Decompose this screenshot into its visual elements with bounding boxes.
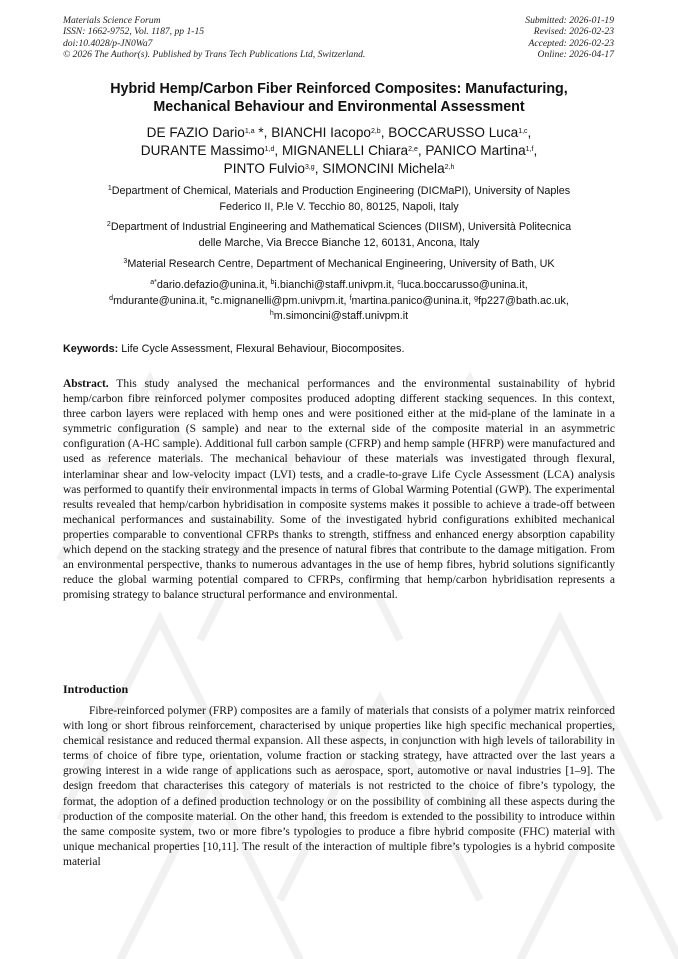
author-name: MIGNANELLI Chiara [281, 143, 409, 158]
introduction-heading: Introduction [63, 682, 129, 696]
email-link[interactable]: dario.defazio@unina.it, [156, 279, 268, 291]
author-sup: 3,g [304, 164, 315, 171]
author-sep: , [533, 143, 538, 158]
abstract-label: Abstract. [63, 378, 109, 390]
author-name: BOCCARUSSO Luca [388, 125, 519, 140]
author-name: PINTO Fulvio [223, 161, 305, 176]
copyright-line: © 2026 The Author(s). Published by Trans Tech Publications Ltd, Switzerland. [63, 49, 366, 61]
author-line-1 [63, 124, 615, 142]
author-name: DURANTE Massimo [140, 143, 265, 158]
email-link[interactable]: mdurante@unina.it, [113, 294, 208, 307]
author-sep: , [274, 143, 282, 158]
author-sup: 1,c [518, 128, 528, 135]
introduction-paragraph: Fibre-reinforced polymer (FRP) composites are a family of materials that consists of a polymer matrix reinforced with long or short fibrous reinforcement, characterised by unique properties like high specific mechanical properties, chemical resistance and reduced thermal expansion. All these aspects, in conjunction with high levels of tailorability in terms of choice of fibre type, orientation, volume fraction or stacking strategy, have attracted over the last years a growing interest in a wide range of applications such as aerospace, sport, automotive or naval industries [1–9]. The design freedom that characterises this category of materials is not restricted to the choice of fibre’s typology, the format, the adoption of a defined production technology or on the possibility of combining all these aspects during the production of the composite material. On the other hand, this freedom is extended to the possibility to introduce within the same composite system, two or more fibre’s typologies to produce a fibre hybrid composite (FHC) material with unique mechanical properties [10,11]. The result of the interaction of multiple fibre’s typologies is a hybrid composite material [63, 705, 615, 868]
email-link[interactable]: c.mignanelli@pm.univpm.it, [214, 294, 347, 307]
doi-line: doi:10.4028/p-JN0Wa7 [63, 37, 153, 49]
submitted-date: Submitted: 2026-01-19 [525, 15, 614, 26]
affiliation-text: Material Research Centre, Department of Mechanical Engineering, University of Bath, UK [127, 258, 555, 270]
affiliation-text: Department of Chemical, Materials and Production Engineering (DICMaPI), University of Naples [111, 185, 571, 197]
author-sep: , [417, 143, 426, 158]
author-line-2 [63, 142, 615, 160]
author-sep: , [527, 125, 532, 140]
author-sup: 2,b [370, 128, 381, 135]
keywords-text: Life Cycle Assessment, Flexural Behaviour, Biocomposites. [121, 343, 405, 355]
email-list: $^{a*}$dario.defazio@unina.it, $^b$i.bianchi@staff.univpm.it, $^c$luca.boccarusso@unina.it, $^d$mdurante@unina.it, $^e$c.mignanelli@pm.univpm.it, $^f$martina.panico@unina.it, $^g$fp227@bath.ac.uk, $^h$m.simoncini@staff.univpm.it [109, 279, 569, 322]
email-link[interactable]: i.bianchi@staff.univpm.it, [274, 279, 395, 291]
author-line-3 [63, 160, 615, 178]
affiliation-3 [63, 257, 615, 273]
author-sup: 1,a [244, 128, 255, 135]
email-link[interactable]: luca.boccarusso@unina.it, [400, 279, 528, 291]
author-sup: 2,e [408, 146, 418, 153]
affiliation-1 [63, 184, 615, 215]
author-name: DE FAZIO Dario [146, 125, 245, 140]
author-sup: 1,d [264, 146, 275, 153]
journal-header [63, 15, 365, 61]
online-date: Online: 2026-04-17 [537, 49, 614, 61]
affiliation-text: Department of Industrial Engineering and Mathematical Sciences (DIISM), Università Politecnica [110, 221, 572, 233]
title-line-2: Mechanical Behaviour and Environmental Assessment [153, 99, 525, 115]
abstract [63, 377, 615, 603]
journal-name: Materials Science Forum [63, 15, 161, 26]
author-name: PANICO Martina [425, 143, 526, 158]
keywords-label: Keywords: [63, 343, 119, 355]
title-line-1: Hybrid Hemp/Carbon Fiber Reinforced Composites: Manufacturing, [110, 81, 568, 97]
affiliation-num: 1 [107, 185, 112, 192]
abstract-text: This study analysed the mechanical performances and the environmental sustainability of hybrid hemp/carbon fibre reinforced polymer composites produced adopting different stacking sequences. In this context, three carbon layers were replaced with hemp ones and were positioned either at the mid-plane of the laminate in a symmetric configuration (S sample) and near to the external side of the composite material in an asymmetric configuration (A-HC sample). Additional full carbon sample (CFRP) and hemp sample (HFRP) were manufactured and used as reference materials. The mechanical behaviour of these materials was investigated through flexural, interlaminar shear and low-velocity impact (LVI) tests, and a cradle-to-grave Life Cycle Assessment (LCA) analysis was performed to quantify their environmental impacts in terms of Global Warming Potential (GWP). The experimental results revealed that hemp/carbon hybridisation in composite systems makes it possible to achieve a trade-off between mechanical performances and sustainability. Some of the investigated hybrid configurations exhibited mechanical properties comparable to conventional CFRPs thanks to strength, stiffness and enhanced energy absorption capability which depend on the stacking strategy and the presence of natural fibres that contribute to the damage mitigation. From an environmental perspective, thanks to numerous advantages in the use of hemp fibres, hybrid solutions significantly reduce the global warming potential compared to CFRPs, confirming that hemp/carbon hybridisation represents a promising strategy to balance structural performance and environmental. [63, 378, 615, 602]
author-sep: , [314, 161, 323, 176]
author-list [63, 124, 615, 178]
author-name: BIANCHI Iacopo [271, 125, 371, 140]
author-name: SIMONCINI Michela [322, 161, 445, 176]
affiliation-text: Federico II, P.le V. Tecchio 80, 80125, Napoli, Italy [219, 200, 459, 213]
accepted-date: Accepted: 2026-02-23 [528, 37, 614, 49]
author-sup: 1,f [525, 146, 534, 153]
email-link[interactable]: martina.panico@unina.it, [351, 294, 472, 307]
keywords [63, 343, 615, 355]
revised-date: Revised: 2026-02-23 [533, 26, 614, 38]
affiliation-num: 3 [123, 258, 128, 265]
issn-line: ISSN: 1662-9752, Vol. 1187, pp 1-15 [63, 26, 205, 38]
introduction-body [63, 704, 615, 870]
email-link[interactable]: fp227@bath.ac.uk, [478, 294, 569, 307]
author-sep: , [380, 125, 389, 140]
paper-title [63, 80, 615, 116]
author-sep: *, [254, 125, 272, 140]
dates-header [525, 15, 614, 61]
affiliation-text: delle Marche, Via Brecce Bianche 12, 60131, Ancona, Italy [198, 236, 480, 249]
author-sup: 2,h [444, 164, 455, 171]
affiliation-2 [63, 220, 615, 251]
email-link[interactable]: m.simoncini@staff.univpm.it [273, 310, 409, 322]
affiliation-num: 2 [106, 221, 111, 228]
